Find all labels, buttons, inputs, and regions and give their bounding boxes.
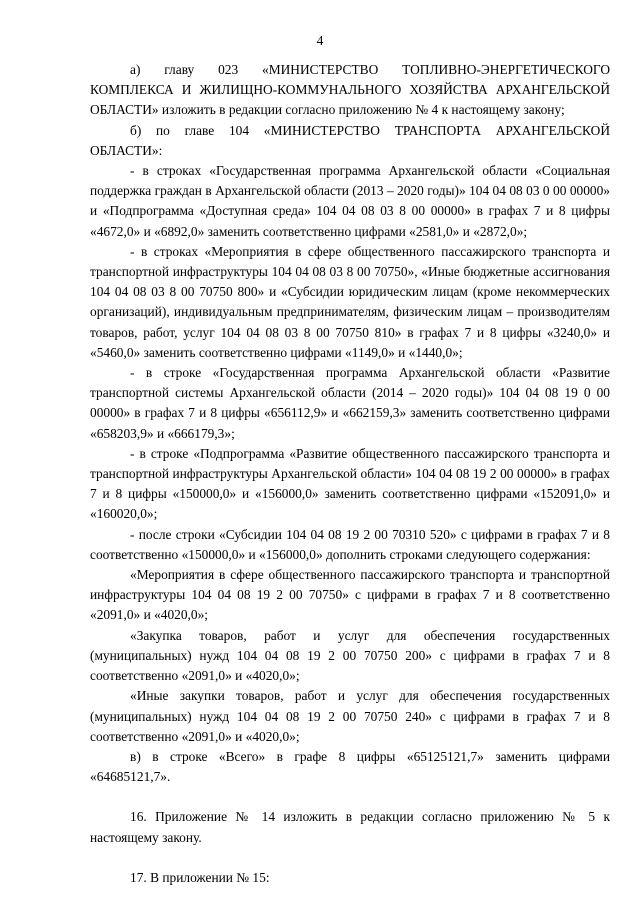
page-number: 4 bbox=[316, 33, 324, 48]
paragraph-total-row: в) в строке «Всего» в графе 8 цифры «65125121,7» заменить цифрами «64685121,7». bbox=[90, 748, 610, 785]
paragraph-passenger-transport-measures: - в строках «Мероприятия в сфере общественного пассажирского транспорта и транспортной инфраструктуры 104 04 08 03 8 00 70750», «Иные бюджетные ассигнования 104 04 08 03 8 00 70750 800» и «Субсидии юридическим лицам (кроме некоммерческих организаций), индивидуальным предпринимателям, физическим лицам – производителям товаров, работ, услуг 104 04 08 03 8 00 70750 810» в графах 7 и 8 цифры «3240,0» и «5460,0» заменить соответственно цифрами «1149,0» и «1440,0»; bbox=[90, 243, 610, 360]
paragraph-new-row-measures: «Мероприятия в сфере общественного пассажирского транспорта и транспортной инфраструктуры 104 04 08 19 2 00 70750» с цифрами в графах 7 и 8 соответственно «2091,0» и «4020,0»; bbox=[90, 567, 610, 623]
paragraph-new-row-other-procurement: «Иные закупки товаров, работ и услуг для обеспечения государственных (муниципальных) нужд 104 04 08 19 2 00 70750 240» с цифрами в графах 7 и 8 соответственно «2091,0» и «4020,0»; bbox=[90, 688, 610, 744]
paragraph-chapter-023: а) главу 023 «МИНИСТЕРСТВО ТОПЛИВНО-ЭНЕРГЕТИЧЕСКОГО КОМПЛЕКСА И ЖИЛИЩНО-КОММУНАЛЬНОГО ХОЗЯЙСТВА АРХАНГЕЛЬСКОЙ ОБЛАСТИ» изложить в редакции согласно приложению № 4 к настоящему закону; bbox=[90, 62, 610, 118]
paragraph-after-subsidies-row: - после строки «Субсидии 104 04 08 19 2 00 70310 520» с цифрами в графах 7 и 8 соответственно «150000,0» и «156000,0» дополнить строками следующего содержания: bbox=[90, 526, 610, 562]
paragraph-new-row-procurement: «Закупка товаров, работ и услуг для обеспечения государственных (муниципальных) нужд 104 04 08 19 2 00 70750 200» с цифрами в графах 7 и 8 соответственно «2091,0» и «4020,0»; bbox=[90, 627, 610, 684]
paragraph-passenger-transport-subprogram: - в строке «Подпрограмма «Развитие общественного пассажирского транспорта и транспортной инфраструктуры Архангельской области» 104 04 08 19 2 00 00000» в графах 7 и 8 цифры «150000,0» и «156000,0» заменить соответственно цифрами «152091,0» и «160020,0»; bbox=[90, 445, 610, 522]
paragraph-chapter-104: б) по главе 104 «МИНИСТЕРСТВО ТРАНСПОРТА АРХАНГЕЛЬСКОЙ ОБЛАСТИ»: bbox=[90, 122, 610, 158]
paragraph-item-16: 16. Приложение № 14 изложить в редакции согласно приложению № 5 к настоящему закону. bbox=[90, 809, 610, 845]
document-body bbox=[90, 60, 610, 888]
paragraph-transport-system-program: - в строке «Государственная программа Архангельской области «Развитие транспортной системы Архангельской области (2014 – 2020 годы)» 104 04 08 19 0 00 00000» в графах 7 и 8 цифры «656112,9» и «662159,3» заменить соответственно цифрами «658203,9» и «666179,3»; bbox=[90, 365, 610, 441]
paragraph-social-support-program: - в строках «Государственная программа Архангельской области «Социальная поддержка граждан в Архангельской области (2013 – 2020 годы)» 104 04 08 03 0 00 00000» и «Подпрограмма «Доступная среда» 104 04 08 03 8 00 00000» в графах 7 и 8 цифры «4672,0» и «6892,0» заменить соответственно цифрами «2581,0» и «2872,0»; bbox=[90, 163, 610, 239]
paragraph-item-17: 17. В приложении № 15: bbox=[130, 869, 270, 885]
